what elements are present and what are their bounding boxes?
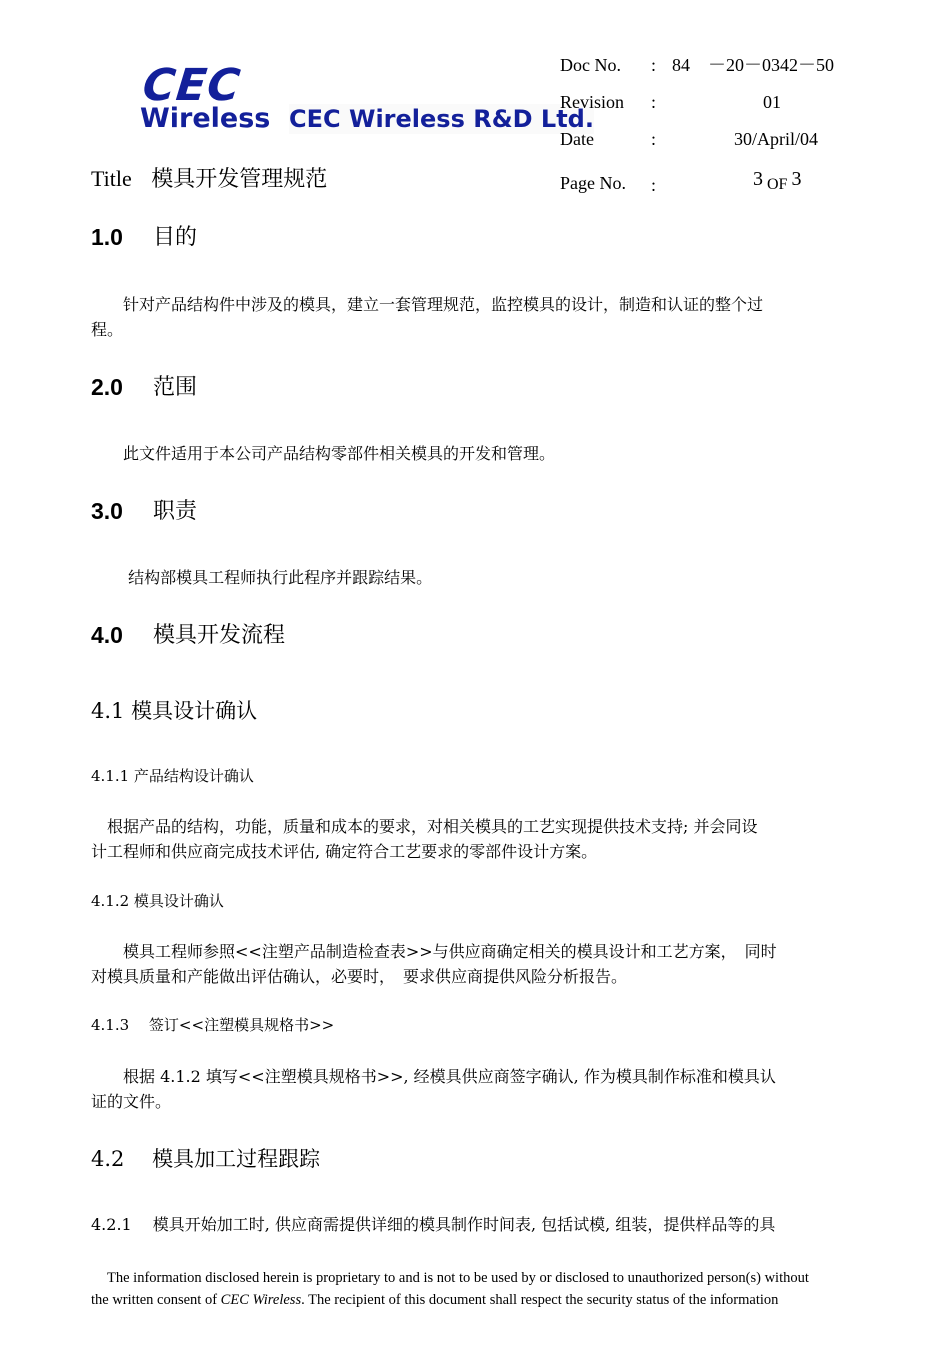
section-4-1-2-body [91, 939, 893, 989]
section-4-2-1-text: 4.2.1 模具开始加工时, 供应商需提供详细的模具制作时间表, 包括试模, 组装，提供样品等的具 [91, 1215, 776, 1234]
section-1-number: 1.0 [91, 224, 123, 250]
page-no-separator: : [651, 175, 657, 195]
section-4-1-3-title: 4.1.3 签订<<注塑模具规格书>> [91, 1016, 335, 1034]
section-1-body [91, 292, 893, 342]
footer-line1: The information disclosed herein is proprietary to and is not to be used by or disclosed to unauthorized person(s) without [107, 1270, 809, 1286]
section-4-1-1-body [91, 814, 893, 864]
section-1-title: 目的 [153, 225, 198, 250]
section-3-number: 3.0 [91, 498, 123, 524]
logo-company-name: CEC Wireless R&D Ltd. [289, 105, 594, 133]
section-1-body-line2: 程。 [91, 320, 124, 339]
section-4-1-3-body-line1: 根据 4.1.2 填写<<注塑模具规格书>>, 经模具供应商签字确认, 作为模具制作标准和模具认 [91, 1067, 776, 1086]
page-of: OF [767, 176, 788, 193]
section-4-1-2-body-line1: 模具工程师参照<<注塑产品制造检查表>>与供应商确定相关的模具设计和工艺方案， 同时 [91, 942, 777, 961]
section-2-title: 范围 [153, 375, 198, 400]
doc-no-separator: : [651, 55, 657, 75]
footer-disclaimer [91, 1267, 891, 1311]
footer-company-name: CEC Wireless [220, 1292, 302, 1308]
section-4-1-title: 4.1 模具设计确认 [91, 699, 258, 723]
section-3-title: 职责 [153, 499, 198, 524]
page-no-label: Page No. [560, 173, 626, 193]
section-4-number: 4.0 [91, 622, 123, 648]
section-4-title: 模具开发流程 [153, 623, 286, 648]
document-title [91, 166, 327, 192]
logo-wireless-text: Wireless [140, 103, 271, 134]
revision-label: Revision [560, 92, 625, 112]
section-4-1-1-title: 4.1.1 产品结构设计确认 [91, 767, 254, 785]
section-4-1-2-body-line2: 对模具质量和产能做出评估确认，必要时， 要求供应商提供风险分析报告。 [91, 967, 628, 986]
page-current: 3 [753, 168, 763, 190]
section-4-1-1-body-line2: 计工程师和供应商完成技术评估, 确定符合工艺要求的零部件设计方案。 [91, 842, 598, 861]
revision-value: 01 [763, 92, 781, 112]
title-value: 模具开发管理规范 [151, 166, 328, 191]
footer-line2-pre: the written consent of [91, 1292, 221, 1308]
revision-separator: : [651, 92, 657, 112]
section-1-body-line1: 针对产品结构件中涉及的模具，建立一套管理规范，监控模具的设计，制造和认证的整个过 [91, 295, 764, 314]
date-label: Date [560, 129, 594, 149]
section-4-1-1-body-line1: 根据产品的结构，功能，质量和成本的要求，对相关模具的工艺实现提供技术支持; 并会同设 [91, 817, 758, 836]
date-value: 30/April/04 [734, 129, 818, 149]
doc-no-value: 84 －20－0342－50 [672, 55, 834, 75]
page-total: 3 [791, 168, 802, 190]
section-4-1-3-body [91, 1064, 893, 1114]
section-4-1-3-body-line2: 证的文件。 [91, 1092, 172, 1111]
section-2-number: 2.0 [91, 374, 123, 400]
doc-no-label: Doc No. [560, 55, 621, 75]
footer-line2 [91, 1289, 891, 1311]
section-4-2-title: 4.2 模具加工过程跟踪 [91, 1147, 321, 1171]
section-2-body: 此文件适用于本公司产品结构零部件相关模具的开发和管理。 [91, 444, 556, 463]
title-label: Title [91, 166, 132, 191]
footer-line2-post: . The recipient of this document shall respect the security status of the information [301, 1292, 779, 1308]
logo-cec-mark: CEC [140, 60, 244, 111]
date-separator: : [651, 129, 657, 149]
page-number [753, 168, 801, 191]
section-4-1-2-title: 4.1.2 模具设计确认 [91, 892, 224, 910]
section-3-body: 结构部模具工程师执行此程序并跟踪结果。 [91, 568, 433, 587]
